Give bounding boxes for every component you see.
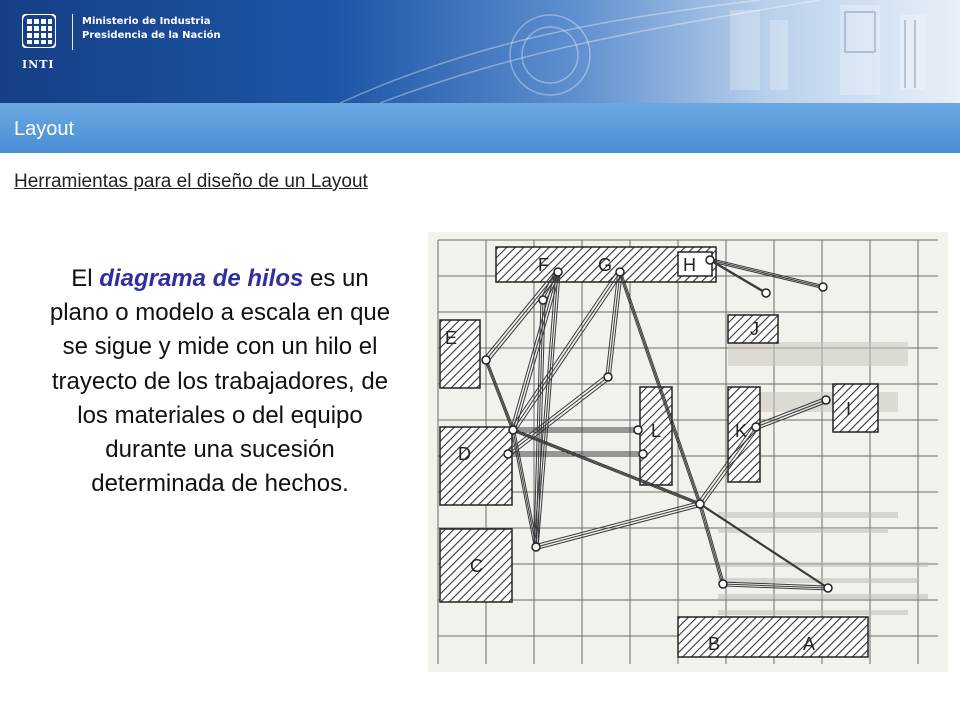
station-label-k: K — [735, 421, 748, 441]
string-diagram — [428, 232, 948, 672]
station-label-l: L — [651, 421, 662, 441]
station-label-h: H — [683, 255, 696, 275]
station-label-c: C — [470, 556, 483, 576]
station-label-d: D — [458, 444, 471, 464]
paragraph-rest: es un plano o modelo a escala en que se sigue y mide con un hilo el trayecto de los trabajadores, de los materiales o del equipo durante una sucesión determinada de hechos. — [49, 265, 391, 498]
paragraph-lead: El — [71, 265, 100, 292]
station-label-j: J — [750, 319, 759, 339]
station-label-g: G — [598, 255, 613, 275]
station-label-b: B — [708, 634, 721, 654]
header-divider — [72, 14, 73, 50]
station-label-a: A — [803, 634, 816, 654]
highlighted-term: diagrama de hilos — [99, 265, 304, 292]
header-banner — [0, 0, 960, 103]
ministry-line-1: Ministerio de Industria — [82, 16, 211, 27]
slide-title-bar — [0, 103, 960, 153]
slide-title: Layout — [14, 118, 75, 140]
string-diagram-image — [428, 232, 948, 672]
station-label-f: F — [538, 255, 549, 275]
ministry-line-2: Presidencia de la Nación — [82, 30, 221, 41]
station-label-e: E — [445, 328, 458, 348]
inti-logo-icon — [22, 14, 56, 48]
station-label-i: I — [846, 399, 852, 419]
slide-subtitle: Herramientas para el diseño de un Layout — [14, 171, 368, 192]
org-name: INTI — [22, 58, 55, 71]
header-decoration — [300, 0, 960, 103]
ministry-name — [82, 15, 221, 43]
definition-paragraph — [40, 262, 400, 501]
